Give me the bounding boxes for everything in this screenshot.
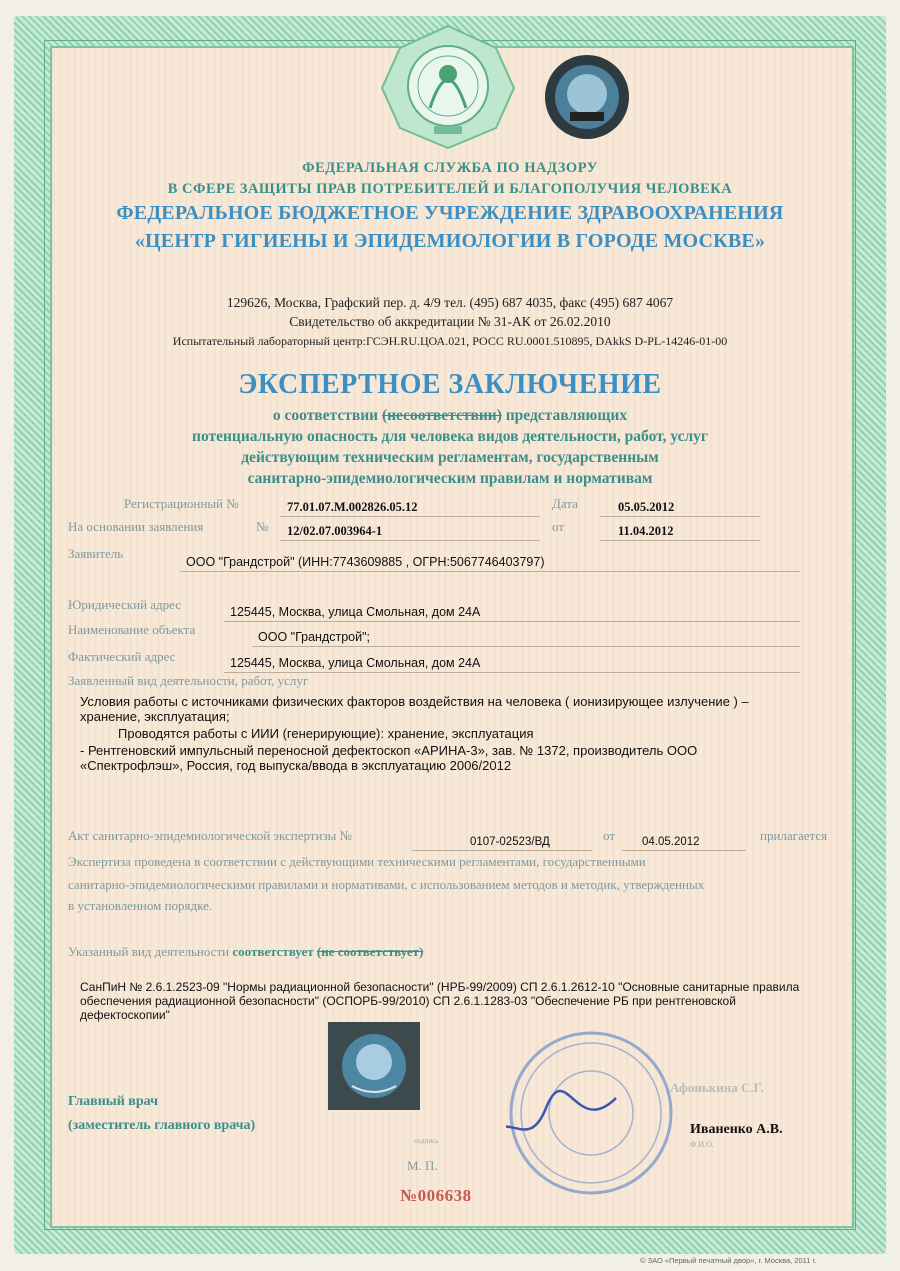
object-underline [252, 646, 800, 647]
fio-caption: Ф.И.О. [690, 1140, 714, 1149]
act-number: 0107-02523/ВД [470, 836, 550, 848]
legal-address-value: 125445, Москва, улица Смольная, дом 24А [230, 605, 481, 619]
conformity-complies: соответствует [232, 944, 314, 959]
basis-underline [280, 540, 540, 541]
activity-line-5: «Спектрофлэш», Россия, год выпуска/ввода в эксплуатацию 2006/2012 [80, 758, 512, 773]
printer-credit: © ЗАО «Первый печатный двор», г. Москва, 2011 г. [640, 1256, 817, 1265]
norms-line-3: дефектоскопии" [80, 1008, 170, 1022]
activity-line-3: Проводятся работы с ИИИ (генерирующие): хранение, эксплуатация [118, 726, 534, 741]
basis-value: 12/02.07.003964-1 [287, 524, 383, 538]
actual-underline [224, 672, 800, 673]
expertise-line-3: в установленном порядке. [68, 898, 213, 913]
subtitle-struck: (несоответствии) [381, 407, 502, 424]
accreditation-line: Свидетельство об аккредитации № 31-АК от 26.02.2010 [289, 314, 611, 329]
norms-line-2: обеспечения радиационной безопасности" (ОСПОРБ-99/2010) СП 2.6.1.1283-03 "Обеспечение РБ при рентгеновской [80, 994, 736, 1008]
header-line-4: «ЦЕНТР ГИГИЕНЫ И ЭПИДЕМИОЛОГИИ В ГОРОДЕ МОСКВЕ» [134, 230, 766, 252]
signer-name: Иваненко А.В. [690, 1122, 783, 1137]
date-underline [600, 516, 760, 517]
certificate-number: №006638 [400, 1186, 472, 1205]
actual-address-label: Фактический адрес [68, 649, 176, 664]
from-underline [600, 540, 760, 541]
subtitle-line-3: действующим техническим регламентам, государственным [241, 449, 659, 466]
act-attached: прилагается [760, 828, 828, 843]
seal-place: М. П. [407, 1158, 438, 1173]
hologram-icon [328, 1022, 420, 1110]
signature-caption: подпись [414, 1137, 439, 1145]
laboratory-line: Испытательный лабораторный центр:ГСЭН.RU.ЦОА.021, РОСС RU.0001.510895, DAkkS D-PL-14246-01-00 [172, 334, 728, 348]
reg-underline [280, 516, 540, 517]
norms-line-1: СанПиН № 2.6.1.2523-09 "Нормы радиационной безопасности" (НРБ-99/2009) СП 2.6.1.2612-10 "Основные санитарные правила [80, 980, 800, 994]
deputy-label: (заместитель главного врача) [68, 1118, 256, 1133]
chief-doctor-label: Главный врач [68, 1094, 158, 1109]
activity-line-2: хранение, эксплуатация; [80, 709, 230, 724]
subtitle-line-4: санитарно-эпидемиологическим правилам и нормативам [247, 470, 653, 487]
expertise-line-1: Экспертиза проведена в соответствии с действующими техническими регламентами, государственными [68, 854, 646, 869]
actual-address-value: 125445, Москва, улица Смольная, дом 24А [230, 656, 481, 670]
object-label: Наименование объекта [68, 622, 196, 637]
subtitle-part-2: представляющих [501, 407, 628, 424]
header-line-3: ФЕДЕРАЛЬНОЕ БЮДЖЕТНОЕ УЧРЕЖДЕНИЕ ЗДРАВООХРАНЕНИЯ [116, 202, 784, 224]
activity-line-4: - Рентгеновский импульсный переносной дефектоскоп «АРИНА-3», зав. № 1372, производитель ООО [80, 743, 698, 758]
subtitle-line-2: потенциальную опасность для человека видов деятельности, работ, услуг [192, 428, 708, 445]
rospotrebnadzor-emblem-icon [378, 22, 518, 152]
conformity-struck: (не соответствует) [316, 944, 424, 959]
act-date-underline [622, 850, 746, 851]
activity-line-1: Условия работы с источниками физических факторов воздействия на человека ( ионизирующее излучение ) – [80, 694, 749, 709]
subtitle-line-1 [0, 407, 900, 425]
applicant-underline [180, 571, 800, 572]
object-value: ООО "Грандстрой"; [258, 630, 371, 644]
from-value: 11.04.2012 [618, 524, 674, 538]
conformity-line [68, 944, 423, 960]
reg-label: Регистрационный № [124, 496, 239, 511]
act-number-underline [412, 850, 592, 851]
act-label: Акт санитарно-эпидемиологической экспертизы № [68, 828, 352, 843]
header-line-1: ФЕДЕРАЛЬНАЯ СЛУЖБА ПО НАДЗОРУ [302, 160, 598, 176]
hologram-icon [544, 54, 630, 140]
subtitle-part-1: о соответствии [272, 407, 382, 424]
legal-underline [224, 621, 800, 622]
from-label: от [552, 519, 565, 534]
address-line-1: 129626, Москва, Графский пер. д. 4/9 тел. (495) 687 4035, факс (495) 687 4067 [226, 295, 674, 310]
header-line-2: В СФЕРЕ ЗАЩИТЫ ПРАВ ПОТРЕБИТЕЛЕЙ И БЛАГОПОЛУЧИЯ ЧЕЛОВЕКА [167, 181, 733, 197]
activity-label: Заявленный вид деятельности, работ, услуг [68, 673, 309, 688]
act-from: от [603, 828, 616, 843]
legal-address-label: Юридический адрес [68, 597, 182, 612]
reg-value: 77.01.07.М.002826.05.12 [287, 500, 418, 514]
applicant-value: ООО "Грандстрой" (ИНН:7743609885 , ОГРН:5067746403797) [186, 555, 545, 569]
act-date: 04.05.2012 [642, 836, 700, 848]
date-value: 05.05.2012 [618, 500, 675, 514]
round-stamp-icon [506, 1028, 676, 1198]
expertise-line-2: санитарно-эпидемиологическими правилами и нормативами, с использованием методов и методик, утвержденных [68, 877, 705, 892]
basis-label: На основании заявления [68, 519, 204, 534]
document-title: ЭКСПЕРТНОЕ ЗАКЛЮЧЕНИЕ [238, 369, 662, 400]
date-label: Дата [552, 496, 578, 511]
applicant-label: Заявитель [68, 546, 124, 561]
faded-name: Афонькина С.Г. [670, 1080, 764, 1095]
basis-no: № [256, 519, 269, 534]
conformity-label: Указанный вид деятельности [68, 944, 233, 959]
